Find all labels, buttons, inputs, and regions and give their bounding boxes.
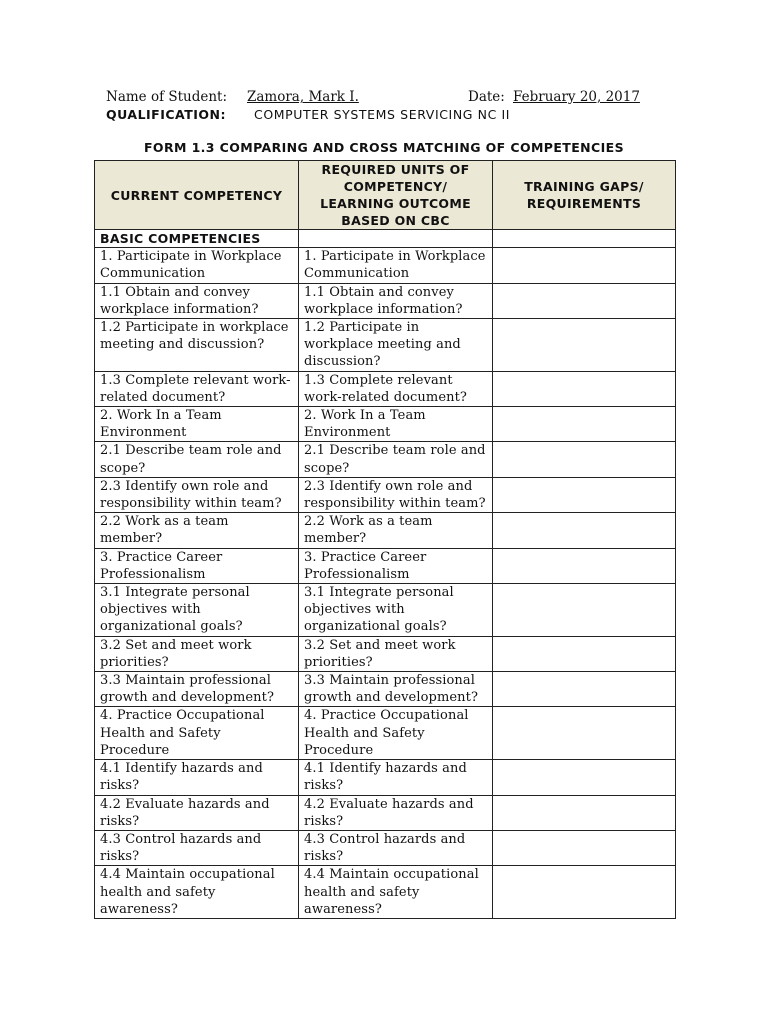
training-gap-cell xyxy=(493,319,676,372)
required-unit-cell: 4.3 Control hazards and risks? xyxy=(299,830,493,865)
name-label: Name of Student: xyxy=(106,89,228,105)
required-unit-cell: 4.2 Evaluate hazards and risks? xyxy=(299,795,493,830)
training-gap-cell xyxy=(493,283,676,318)
required-unit-cell: 4.1 Identify hazards and risks? xyxy=(299,760,493,795)
table-row xyxy=(95,513,676,548)
table-row xyxy=(95,795,676,830)
date-label: Date: xyxy=(468,89,505,105)
required-unit-cell: 1. Participate in Workplace Communication xyxy=(299,248,493,283)
current-competency-cell: 2.1 Describe team role and scope? xyxy=(95,442,299,477)
required-unit-cell: 3. Practice Career Professionalism xyxy=(299,548,493,583)
table-row xyxy=(95,636,676,671)
training-gap-cell xyxy=(493,672,676,707)
qualification-line xyxy=(106,106,666,123)
table-row xyxy=(95,760,676,795)
header-required-units: REQUIRED UNITS OF COMPETENCY/ LEARNING OUTCOME BASED ON CBC xyxy=(299,161,493,230)
required-unit-cell: 2.2 Work as a team member? xyxy=(299,513,493,548)
required-unit-cell: 2. Work In a Team Environment xyxy=(299,407,493,442)
table-row xyxy=(95,248,676,283)
training-gap-cell xyxy=(493,371,676,406)
required-unit-cell: 3.3 Maintain professional growth and development? xyxy=(299,672,493,707)
current-competency-cell: 4.4 Maintain occupational health and safety awareness? xyxy=(95,866,299,919)
table-row xyxy=(95,407,676,442)
training-gap-cell xyxy=(493,513,676,548)
table-row xyxy=(95,442,676,477)
current-competency-cell: 2. Work In a Team Environment xyxy=(95,407,299,442)
training-gap-cell xyxy=(493,795,676,830)
table-row xyxy=(95,866,676,919)
current-competency-cell: 4.2 Evaluate hazards and risks? xyxy=(95,795,299,830)
table-header-row xyxy=(95,161,676,230)
qualification-value: COMPUTER SYSTEMS SERVICING NC II xyxy=(254,107,511,122)
section-row-basic-competencies xyxy=(95,230,676,248)
training-gap-cell xyxy=(493,477,676,512)
table-row xyxy=(95,319,676,372)
form-title: FORM 1.3 COMPARING AND CROSS MATCHING OF COMPETENCIES xyxy=(143,140,624,155)
section-empty-cell xyxy=(299,230,493,248)
current-competency-cell: 1.3 Complete relevant work-related document? xyxy=(95,371,299,406)
current-competency-cell: 3.1 Integrate personal objectives with organizational goals? xyxy=(95,584,299,637)
required-unit-cell: 3.2 Set and meet work priorities? xyxy=(299,636,493,671)
table-row xyxy=(95,477,676,512)
current-competency-cell: 4.3 Control hazards and risks? xyxy=(95,830,299,865)
table-row xyxy=(95,707,676,760)
table-row xyxy=(95,830,676,865)
current-competency-cell: 1.2 Participate in workplace meeting and discussion? xyxy=(95,319,299,372)
training-gap-cell xyxy=(493,442,676,477)
table-row xyxy=(95,672,676,707)
training-gap-cell xyxy=(493,760,676,795)
current-competency-cell: 2.3 Identify own role and responsibility within team? xyxy=(95,477,299,512)
current-competency-cell: 1.1 Obtain and convey workplace information? xyxy=(95,283,299,318)
header-training-gaps: TRAINING GAPS/ REQUIREMENTS xyxy=(493,161,676,230)
student-info-header xyxy=(106,89,666,123)
competency-table xyxy=(94,160,676,919)
training-gap-cell xyxy=(493,866,676,919)
required-unit-cell: 3.1 Integrate personal objectives with organizational goals? xyxy=(299,584,493,637)
current-competency-cell: 4. Practice Occupational Health and Safety Procedure xyxy=(95,707,299,760)
training-gap-cell xyxy=(493,248,676,283)
required-unit-cell: 2.1 Describe team role and scope? xyxy=(299,442,493,477)
training-gap-cell xyxy=(493,830,676,865)
required-unit-cell: 2.3 Identify own role and responsibility within team? xyxy=(299,477,493,512)
table-row xyxy=(95,548,676,583)
training-gap-cell xyxy=(493,407,676,442)
required-unit-cell: 1.3 Complete relevant work-related document? xyxy=(299,371,493,406)
required-unit-cell: 4.4 Maintain occupational health and safety awareness? xyxy=(299,866,493,919)
required-unit-cell: 1.1 Obtain and convey workplace information? xyxy=(299,283,493,318)
table-row xyxy=(95,283,676,318)
training-gap-cell xyxy=(493,548,676,583)
section-label: BASIC COMPETENCIES xyxy=(95,230,299,248)
current-competency-cell: 4.1 Identify hazards and risks? xyxy=(95,760,299,795)
current-competency-cell: 2.2 Work as a team member? xyxy=(95,513,299,548)
student-name-line xyxy=(106,89,666,106)
student-name-value: Zamora, Mark I. xyxy=(247,89,359,105)
qualification-label: QUALIFICATION: xyxy=(106,107,227,122)
current-competency-cell: 1. Participate in Workplace Communication xyxy=(95,248,299,283)
training-gap-cell xyxy=(493,584,676,637)
training-gap-cell xyxy=(493,707,676,760)
required-unit-cell: 4. Practice Occupational Health and Safety Procedure xyxy=(299,707,493,760)
training-gap-cell xyxy=(493,636,676,671)
current-competency-cell: 3. Practice Career Professionalism xyxy=(95,548,299,583)
current-competency-cell: 3.3 Maintain professional growth and development? xyxy=(95,672,299,707)
section-empty-cell xyxy=(493,230,676,248)
date-value: February 20, 2017 xyxy=(513,89,640,105)
current-competency-cell: 3.2 Set and meet work priorities? xyxy=(95,636,299,671)
table-row xyxy=(95,371,676,406)
header-current-competency: CURRENT COMPETENCY xyxy=(95,161,299,230)
table-row xyxy=(95,584,676,637)
required-unit-cell: 1.2 Participate in workplace meeting and discussion? xyxy=(299,319,493,372)
